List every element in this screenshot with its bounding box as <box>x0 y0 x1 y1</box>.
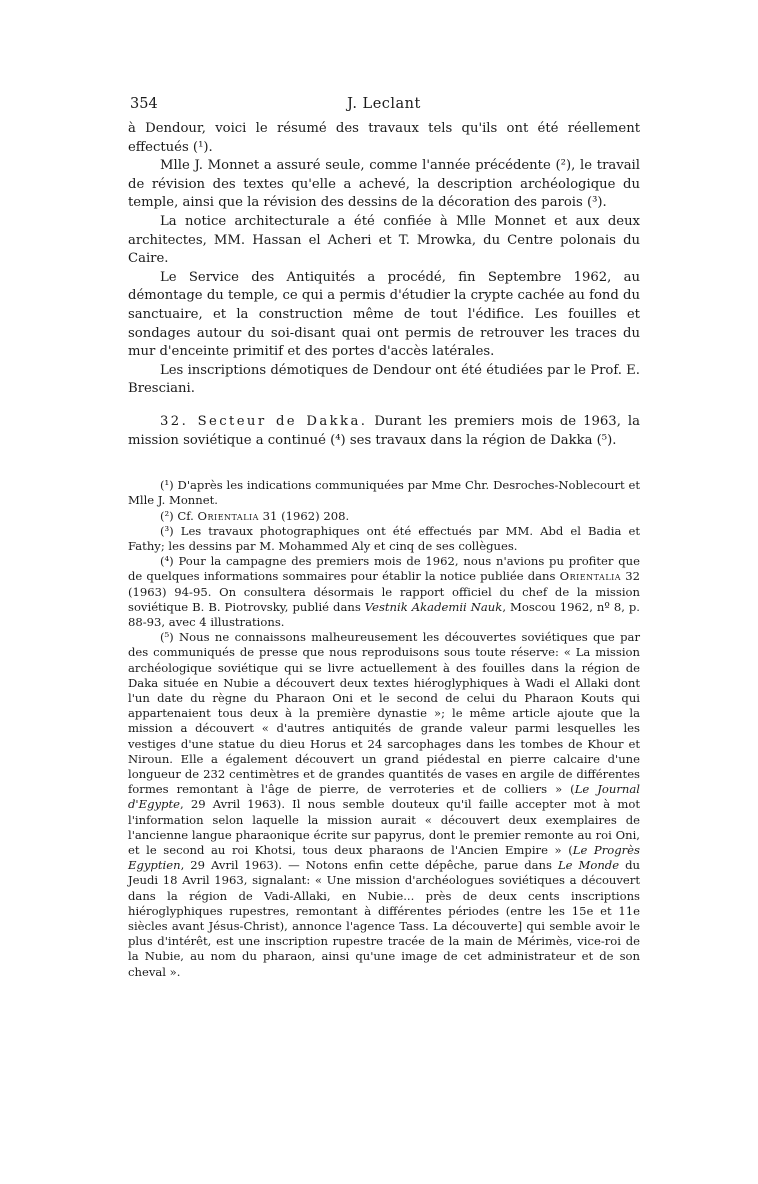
footnote-text: du Jeudi 18 Avril 1963, signalant: « Une mission d'archéologues soviétiques a découvert dans la région de Vadi-Allaki, en Nubie... près de deux cents inscriptions hiéroglyphiques rupestres, remontant à différentes périodes (entre les 15e et 11e siècles avant Jésus-Christ), annonce l'agence Tass. La découverte] qui semble avoir le plus d'intérêt, est une inscription rupestre tracée de la main de Mérimès, vice-roi de la Nubie, au nom du pharaon, ainsi qu'une image de cet administrateur et de son cheval ». <box>128 858 640 979</box>
footnote-text: (²) Cf. <box>160 508 198 523</box>
footnote-text: (⁵) Nous ne connaissons malheureusement les découvertes soviétiques que par des communiqués de presse que nous reproduisons sous toute réserve: « La mission archéologique soviétique qui se livre actuellement à des fouilles dans la région de Daka située en Nubie a découvert deux textes hiéroglyphiques à Wadi el Allaki dont l'un date du règne du Pharaon Oni et le second de celui du Pharaon Kouts qui appartenaient tous deux à la première dynastie »; le même article ajoute que la mission a découvert « d'autres antiquités de grande valeur parmi lesquelles les vestiges d'une statue du dieu Horus et 24 sarcophages dans les tombes de Khour et Niroun. Elle a également découvert un grand piédestal en pierre calcaire d'une longueur de 232 centimètres et de grandes quantités de vases en argile de différentes formes remontant à l'âge de pierre, de verroteries et de colliers » ( <box>128 630 640 797</box>
publication-title: Le Monde <box>557 858 620 873</box>
footnote-text: , 29 Avril 1963). Il nous semble douteux qu'il faille accepter mot à mot l'information selon laquelle la mission aurait « découvert deux exemplaires de l'ancienne langue pharaonique écrite sur papyrus, dont le premier remonte au roi Oni, et le second au roi Khotsi, tous deux pharaons de l'Ancien Empire » ( <box>128 797 640 857</box>
section-heading: 32. Secteur de Dakka. <box>160 413 368 429</box>
footnote-text: 32 (1963) 94-95. On consultera désormais le rapport officiel du chef de la mission soviétique B. B. Piotrovsky, publié dans <box>128 569 640 614</box>
footnote-4 <box>128 554 640 630</box>
body-text <box>128 120 640 450</box>
running-title: J. Leclant <box>347 96 421 112</box>
section-text: Durant les premiers mois de 1963, la mission soviétique a continué (⁴) ses travaux dans la région de Dakka (⁵). <box>128 413 640 448</box>
footnote-1: (¹) D'après les indications communiquées par Mme Chr. Desroches-Noblecourt et Mlle J. Monnet. <box>128 478 640 508</box>
footnote-2 <box>128 509 640 524</box>
page-number: 354 <box>130 96 158 112</box>
footnote-5 <box>128 630 640 980</box>
publication-title: Vestnik Akademii Nauk <box>364 599 503 614</box>
publication-title: Le Journal d'Egypte <box>128 782 640 812</box>
footnote-text: 31 (1962) 208. <box>258 508 350 523</box>
journal-name: Orientalia <box>559 569 622 584</box>
running-header <box>128 96 640 120</box>
footnote-text: , 29 Avril 1963). — Notons enfin cette dépêche, parue dans <box>180 858 558 873</box>
paragraph: à Dendour, voici le résumé des travaux tels qu'ils ont été réellement effectués (¹). <box>128 121 640 155</box>
paragraph-gap <box>128 399 640 413</box>
section-paragraph <box>128 413 640 450</box>
paragraph: Les inscriptions démotiques de Dendour ont été étudiées par le Prof. E. Bresciani. <box>128 362 640 397</box>
publication-title: Le Progrès Egyptien <box>128 842 640 873</box>
paragraph: Mlle J. Monnet a assuré seule, comme l'année précédente (²), le travail de révision des textes qu'elle a achevé, la description archéologique du temple, ainsi que la révision des dessins de la décoration des parois (³). <box>128 158 640 211</box>
document-page <box>128 96 640 980</box>
footnotes <box>128 478 640 980</box>
footnote-text: , Moscou 1962, nº 8, p. 88-93, avec 4 illustrations. <box>128 599 640 629</box>
paragraph: Le Service des Antiquités a procédé, fin Septembre 1962, au démontage du temple, ce qui a permis d'étudier la crypte cachée au fond du sanctuaire, et la construction même de tout l'édifice. Les fouilles et sondages autour du soi-disant quai ont permis de retrouver les traces du mur d'enceinte primitif et des portes d'accès latérales. <box>128 269 640 360</box>
footnote-text: (⁴) Pour la campagne des premiers mois de 1962, nous n'avions pu profiter que de quelques informations sommaires pour établir la notice publiée dans <box>128 554 640 584</box>
paragraph: La notice architecturale a été confiée à Mlle Monnet et aux deux architectes, MM. Hassan el Acheri et T. Mrowka, du Centre polonais du Caire. <box>128 213 640 267</box>
journal-name: Orientalia <box>197 508 259 523</box>
footnote-3: (³) Les travaux photographiques ont été effectués par MM. Abd el Badia et Fathy; les dessins par M. Mohammed Aly et cinq de ses collègues. <box>128 523 640 553</box>
